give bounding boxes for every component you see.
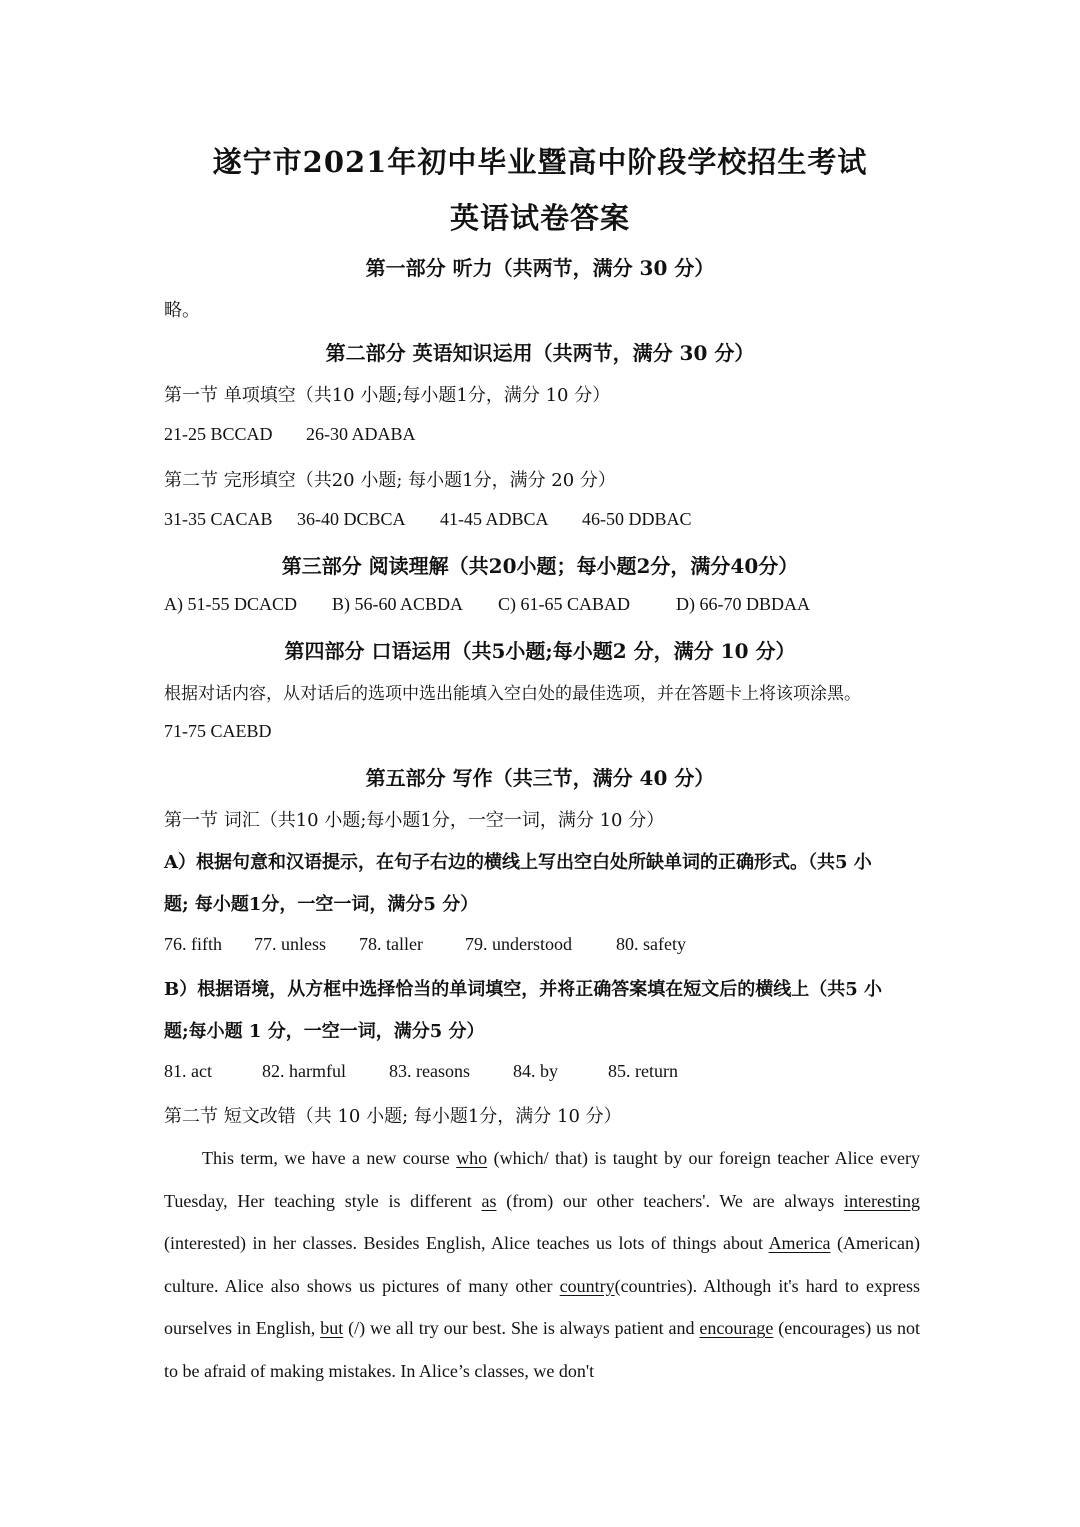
passage-segment: (from) our other teachers'. We are always (496, 1190, 845, 1211)
part5-sec1a-instruction-cont: 题; 每小题1分，一空一词，满分5 分） (164, 894, 479, 915)
part3-heading: 第三部分 阅读理解（共20小题；每小题2分，满分40分） (281, 554, 799, 578)
passage-text (164, 1137, 920, 1392)
passage-segment: (countries). Although it's hard to express ourselves in English, (164, 1275, 920, 1338)
answer-group: B) 56-60 ACBDA (332, 594, 464, 614)
part4-heading: 第四部分 口语运用（共5小题;每小题2 分，满分 10 分） (284, 639, 796, 663)
answer-group: 31-35 CACAB (164, 509, 273, 529)
part2-heading: 第二部分 英语知识运用（共两节，满分 30 分） (325, 341, 755, 365)
part1-body: 略。 (164, 300, 200, 321)
answer-item: 78. taller (359, 934, 423, 954)
part3-answers (164, 594, 920, 615)
exam-subtitle: 英语试卷答案 (449, 201, 630, 235)
answer-item: 83. reasons (389, 1061, 470, 1081)
passage-segment: This term, we have a new course (202, 1148, 457, 1168)
passage-segment: (encourages) us not to be afraid of making mistakes. In Alice’s classes, we don't (164, 1318, 920, 1381)
answer-item: 81. act (164, 1061, 212, 1081)
part5-sec1b-instruction-cont: 题;每小题 1 分，一空一词，满分5 分） (164, 1021, 485, 1042)
passage-segment: (interested) in her classes. Besides English, Alice teaches us lots of things about (164, 1233, 769, 1253)
part2-sec2-heading: 第二节 完形填空（共20 小题; 每小题1分，满分 20 分） (164, 470, 616, 491)
answer-group: 26-30 ADABA (306, 424, 416, 444)
answer-group: 21-25 BCCAD (164, 424, 273, 444)
exam-title: 遂宁市2021年初中毕业暨高中阶段学校招生考试 (212, 145, 868, 179)
part2-sec1-answers (164, 424, 920, 445)
error-word: encourage (699, 1318, 774, 1338)
part1-heading: 第一部分 听力（共两节，满分 30 分） (365, 256, 715, 280)
part5-heading: 第五部分 写作（共三节，满分 40 分） (365, 766, 715, 790)
passage-segment: (American) culture. Alice also shows us pictures of many other (164, 1233, 920, 1296)
part4-instruction: 根据对话内容，从对话后的选项中选出能填入空白处的最佳选项，并在答题卡上将该项涂黑。 (164, 684, 861, 704)
answer-group: 41-45 ADBCA (440, 509, 549, 529)
error-word: America (768, 1233, 831, 1253)
part5-sec2-heading: 第二节 短文改错（共 10 小题; 每小题1分，满分 10 分） (164, 1106, 622, 1127)
part4-answers: 71-75 CAEBD (164, 721, 272, 741)
part2-sec2-answers (164, 509, 920, 530)
answer-item: 77. unless (254, 934, 326, 954)
answer-group: D) 66-70 DBDAA (676, 594, 810, 614)
part5-sec1a-answers (164, 934, 920, 955)
error-correction-passage (164, 1137, 920, 1392)
answer-group: 46-50 DDBAC (582, 509, 692, 529)
error-word: who (456, 1148, 488, 1168)
error-word: but (320, 1318, 344, 1338)
part2-sec1-heading: 第一节 单项填空（共10 小题;每小题1分，满分 10 分） (164, 385, 611, 406)
answer-item: 80. safety (616, 934, 686, 954)
answer-item: 85. return (608, 1061, 678, 1081)
passage-segment: (/) we all try our best. She is always patient and (343, 1318, 700, 1338)
answer-group: A) 51-55 DCACD (164, 594, 297, 614)
answer-group: 36-40 DCBCA (297, 509, 406, 529)
part5-sec1b-answers (164, 1061, 920, 1082)
answer-item: 84. by (513, 1061, 558, 1081)
error-word: interesting (844, 1190, 920, 1211)
part5-sec1a-instruction: A）根据句意和汉语提示，在句子右边的横线上写出空白处所缺单词的正确形式。（共5 小 (164, 852, 872, 873)
answer-item: 76. fifth (164, 934, 222, 954)
error-word: as (481, 1190, 497, 1211)
answer-item: 82. harmful (262, 1061, 346, 1081)
passage-segment: (which/ that) is taught by our foreign teacher Alice every Tuesday, Her teaching style is different (164, 1148, 920, 1211)
error-word: country (559, 1275, 615, 1296)
answer-group: C) 61-65 CABAD (498, 594, 631, 614)
part5-sec1b-instruction: B）根据语境，从方框中选择恰当的单词填空，并将正确答案填在短文后的横线上（共5 小 (164, 979, 883, 1000)
answer-item: 79. understood (465, 934, 572, 954)
part5-sec1-heading: 第一节 词汇（共10 小题;每小题1分，一空一词，满分 10 分） (164, 810, 665, 831)
